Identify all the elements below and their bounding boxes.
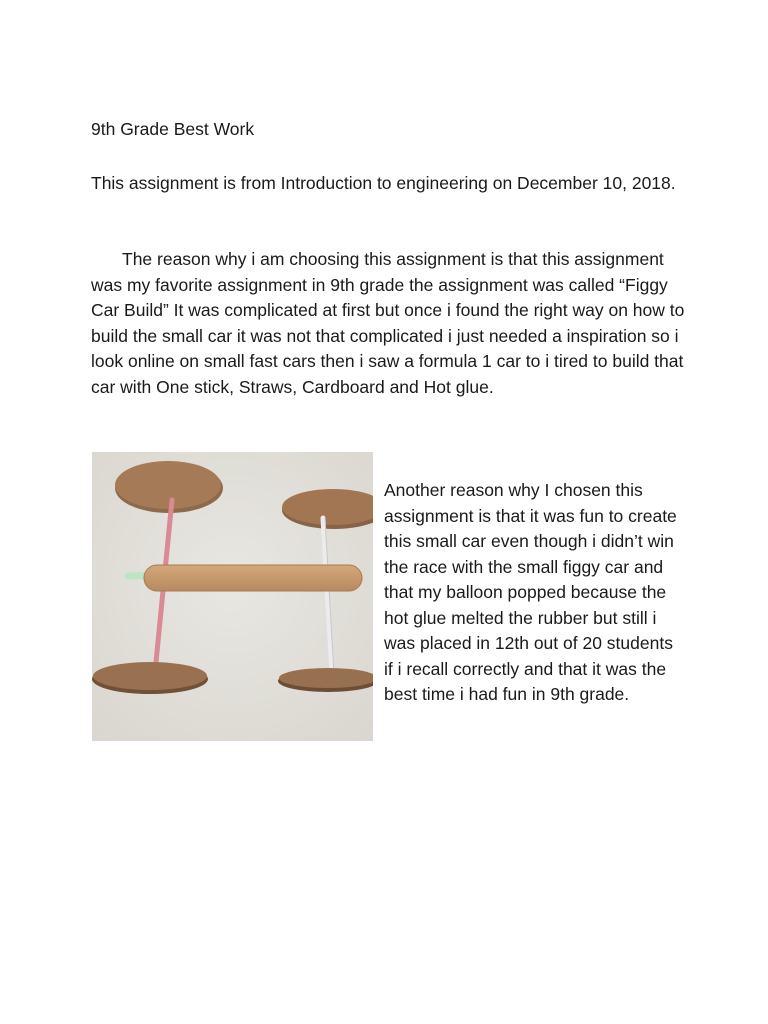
figgy-car-photo: [92, 452, 373, 741]
intro-paragraph: This assignment is from Introduction to engineering on December 10, 2018.: [91, 173, 676, 193]
popsicle-stick: [144, 565, 362, 591]
rear-left-wheel: [92, 662, 208, 694]
side-paragraph: Another reason why I chosen this assignment is that it was fun to create this small car even though i didn’t win the race with the small figgy car and that my balloon popped because the hot glue melted the rubber but still i was placed in 12th out of 20 students if i recall correctly and that it was the best time i had fun in 9th grade.: [384, 480, 677, 704]
figgy-car-illustration: [92, 452, 373, 741]
rear-right-wheel: [278, 668, 373, 692]
reason-paragraph: The reason why i am choosing this assignment is that this assignment was my favorite assignment in 9th grade the assignment was called “Figgy Car Build” It was complicated at first but once i found the right way on how to build the small car it was not that complicated i just needed a inspiration so i look online on small fast cars then i saw a formula 1 car to i tired to build that car with One stick, Straws, Cardboard and Hot glue.: [91, 249, 685, 397]
page-title: 9th Grade Best Work: [91, 119, 255, 139]
